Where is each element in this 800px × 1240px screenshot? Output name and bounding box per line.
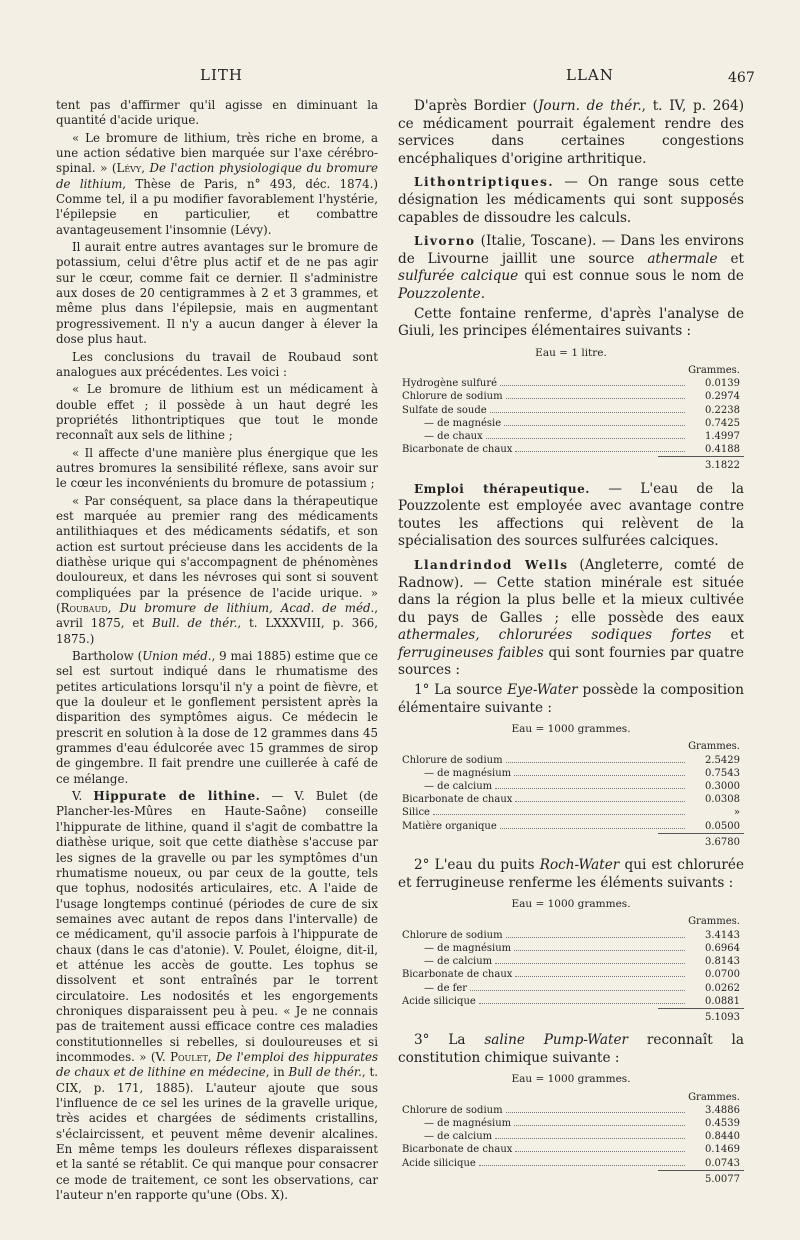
leader-dots (495, 1138, 685, 1139)
header-right-word: LLAN (566, 66, 614, 84)
section-heading: Hippurate de lithine. (93, 789, 261, 804)
page-number: 467 (728, 70, 755, 86)
paragraph (56, 789, 378, 1203)
row-label: Bicarbonate de chaux (402, 794, 513, 806)
row-value: 0.1469 (705, 1144, 740, 1156)
leader-dots (515, 801, 685, 802)
row-label: Silice (402, 807, 430, 819)
row-value: 0.2238 (705, 404, 740, 416)
text: — V. Bulet (de Plancher-les-Mûres en Haute-Saône) conseille l'hippurate de lithine, quand il s'agit de combattre la diathèse urique, soit que cette diathèse s'accuse par les signes de la gravelle ou par les symptômes d'un rhumatisme noueux, ou par ceux de la goutte, tels que tophus, nodosités articulaires, etc. A l'aide de l'usage longtemps continué (périodes de cure de six semaines avec autant de repos dans l'intervalle) de ce médicament, qu'il associe parfois à l'hippurate de chaux (dans le cas d'atonie). V. Poulet, éloigne, dit-il, et atténue les accès de goutte. Les tophus se dissolvent et sont entraînés par le torrent circulatoire. Les nodosités et les engorgements chroniques disparaissent peu à peu. « Je ne connais pas de traitement aussi efficace contre ces maladies constitutionnelles si rebelles, si douloureuses et si incommodes. » (V. (56, 789, 378, 1064)
emphasis: athermales, chlorurées sodiques fortes (398, 627, 712, 644)
paragraph (56, 131, 378, 238)
table-total: 5.0077 (658, 1170, 744, 1186)
paragraph (398, 557, 744, 680)
emphasis: ferrugineuses faibles (398, 644, 544, 661)
text: 2° L'eau du puits (414, 857, 540, 874)
section-number: V. (72, 789, 94, 804)
row-value: 3.4143 (705, 929, 740, 941)
leader-dots (514, 775, 685, 776)
table-row (402, 793, 740, 806)
paragraph (56, 240, 378, 347)
text: « Le bromure de lithium est un médicament à double effet ; il possède à un haut degré les propriétés lithontriptiques que tout le monde reconnaît aux sels de lithine ; (56, 382, 378, 443)
table-title: Eau = 1000 grammes. (511, 898, 631, 911)
table-row (402, 1143, 740, 1156)
leader-dots (506, 762, 685, 763)
paragraph (398, 174, 744, 227)
table-row (402, 430, 740, 443)
row-label: Acide silicique (402, 995, 476, 1007)
text: , 9 mai 1885) estime que ce sel est surtout indiqué dans le rhumatisme des petites articulations lorsqu'il n'y a point de fièvre, et que la douleur et le gonflement persistent après la disparition des symptômes aigus. Ce médecin le prescrit en solution à la dose de 12 grammes dans 45 grammes d'eau édulcorée avec 15 grammes de sirop de gingembre. Il fait prendre une cuillerée à café de ce mélange. (56, 649, 379, 786)
paragraph (398, 98, 744, 168)
row-label: Bicarbonate de chaux (402, 1144, 513, 1156)
row-label: — de fer (424, 982, 468, 994)
row-value: 0.2974 (705, 391, 740, 403)
text: possède la composition élémentaire suivante : (398, 682, 744, 716)
table-title: Eau = 1000 grammes. (511, 1073, 631, 1086)
table-title: Eau = 1 litre. (535, 346, 607, 359)
row-label: Matière organique (402, 820, 497, 832)
citation-title: Bull. de thér. (152, 616, 238, 631)
table-unit: Grammes. (688, 916, 740, 928)
table-row (402, 443, 740, 456)
text: Cette fontaine renferme, d'après l'analyse de Giuli, les principes élémentaires suivants : (398, 305, 744, 340)
emphasis: Roch-Water (539, 857, 620, 874)
paragraph (56, 98, 378, 129)
table-row (402, 1130, 740, 1143)
leader-dots (506, 398, 685, 399)
table-row (402, 754, 740, 767)
text: , t. IV, p. 264) ce médicament pourrait également rendre des services dans certaines congestions encéphaliques d'origine arthritique. (398, 98, 745, 167)
paragraph (398, 233, 744, 303)
table-row (402, 982, 740, 995)
row-label: — de magnésium (424, 767, 512, 779)
row-value: 0.0700 (705, 969, 740, 981)
row-label: Hydrogène sulfuré (402, 378, 498, 390)
paragraph (398, 682, 744, 717)
text: , in (265, 1065, 289, 1080)
leader-dots (515, 976, 685, 977)
leader-dots (495, 788, 685, 789)
right-column (398, 98, 744, 1194)
text: Les conclusions du travail de Roubaud sont analogues aux précédentes. Les voici : (56, 349, 378, 379)
table-row (402, 377, 740, 390)
table-row (402, 929, 740, 942)
citation-title: Bull de thér. (288, 1065, 362, 1080)
leader-dots (433, 814, 685, 815)
row-value: 1.4997 (705, 430, 740, 442)
row-value: 0.0139 (705, 378, 740, 390)
table-total: 3.1822 (658, 456, 744, 472)
leader-dots (490, 412, 685, 413)
row-label: — de magnésie (424, 417, 502, 429)
paragraph (398, 306, 744, 341)
row-label: — de calcium (424, 1131, 493, 1143)
table-body (402, 377, 740, 456)
text: D'après Bordier ( (414, 98, 538, 114)
row-value: 0.3000 (705, 781, 740, 793)
row-value: 0.7425 (705, 417, 740, 429)
leader-dots (479, 1165, 685, 1166)
leader-dots (515, 451, 685, 452)
text: — On range sous cette désignation les médicaments qui sont supposés capables de dissoudre les calculs. (398, 174, 744, 226)
author-name: Roubaud (60, 601, 108, 615)
leader-dots (504, 425, 685, 426)
text: , (207, 1049, 216, 1064)
text: , (141, 161, 150, 176)
leader-dots (495, 963, 685, 964)
text: (Angleterre, comté de Radnow). — Cette station minérale est située dans la région la plus belle et la mieux cultivée du pays de Galles ; elle possède des eaux (398, 556, 744, 626)
text: qui est chlorurée et ferrugineuse renferme les éléments suivants : (398, 857, 744, 891)
text: et (717, 250, 744, 267)
entry-heading: Llandrindod Wells (414, 557, 569, 572)
table-body (402, 929, 740, 1008)
text: (Italie, Toscane). — Dans les environs de Livourne jaillit une source (398, 233, 744, 267)
citation-title: De l'emploi des hippurates de chaux et de lithine en médecine (56, 1049, 379, 1080)
table-unit: Grammes. (688, 364, 740, 376)
emphasis: Pouzzolente (398, 285, 481, 302)
row-label: — de magnésium (424, 942, 512, 954)
paragraph (56, 446, 378, 492)
table-row (402, 404, 740, 417)
analysis-table-eye-water (398, 723, 744, 849)
table-total: 5.1093 (658, 1008, 744, 1024)
table-row (402, 1157, 740, 1170)
row-label: Chlorure de sodium (402, 754, 503, 766)
table-body (402, 1104, 740, 1170)
left-column (56, 98, 378, 1205)
citation-title: Union méd. (142, 649, 212, 664)
citation-title: De l'action physiologique du bromure de lithium (56, 161, 379, 191)
row-value: 0.0743 (705, 1157, 740, 1169)
row-value: 0.6964 (705, 942, 740, 954)
table-body (402, 754, 740, 833)
analysis-table-pump-water (398, 1073, 744, 1186)
table-title: Eau = 1000 grammes. (511, 723, 631, 736)
citation-title: Du bromure de lithium, Acad. de méd. (119, 601, 375, 615)
table-row (402, 806, 740, 819)
entry-subheading: Emploi thérapeutique. (414, 481, 590, 496)
text: et (711, 627, 744, 644)
table-row (402, 820, 740, 833)
text: . (480, 285, 486, 302)
row-value: » (733, 807, 740, 819)
text: « Le bromure de lithium, très riche en brome, a une action sédative bien marquée sur l'axe cérébro-spinal. » ( (56, 130, 378, 176)
paragraph (56, 494, 378, 647)
row-value: 0.4539 (705, 1117, 740, 1129)
running-header (0, 66, 800, 92)
analysis-table-roch-water (398, 898, 744, 1024)
text: « Il affecte d'une manière plus énergique que les autres bromures la sensibilité réflexe, sans avoir sur le cœur les inconvénients du bromure de potassium ; (56, 445, 378, 491)
author-name: Poulet (170, 1049, 208, 1064)
row-label: Chlorure de sodium (402, 1104, 503, 1116)
paragraph (56, 350, 378, 381)
table-row (402, 1104, 740, 1117)
table-unit: Grammes. (688, 741, 740, 753)
table-row (402, 780, 740, 793)
table-row (402, 968, 740, 981)
paragraph (398, 481, 744, 551)
table-row (402, 995, 740, 1008)
row-value: 0.7543 (705, 767, 740, 779)
leader-dots (506, 937, 685, 938)
table-unit: Grammes. (688, 1091, 740, 1103)
row-value: 0.4188 (705, 444, 740, 456)
text: , avril 1875, et (56, 601, 378, 631)
row-label: — de magnésium (424, 1117, 512, 1129)
text: , (107, 601, 120, 615)
row-label: — de calcium (424, 781, 493, 793)
text: qui est connue sous le nom de (518, 268, 744, 285)
text: tent pas d'affirmer qu'il agisse en diminuant la quantité d'acide urique. (56, 98, 378, 128)
row-label: Bicarbonate de chaux (402, 444, 513, 456)
row-value: 0.8440 (705, 1131, 740, 1143)
row-label: Chlorure de sodium (402, 391, 503, 403)
table-row (402, 390, 740, 403)
table-row (402, 942, 740, 955)
text: , Thèse de Paris, n° 493, déc. 1874.) Comme tel, il a pu modifier favorablement l'hystérie, l'épilepsie en particulier, et combattre avantageusement l'insomnie (Lévy). (56, 176, 378, 237)
leader-dots (479, 1003, 685, 1004)
row-label: Bicarbonate de chaux (402, 969, 513, 981)
text: Bartholow ( (72, 649, 143, 664)
leader-dots (486, 438, 685, 439)
row-value: 3.4886 (705, 1104, 740, 1116)
text: Il aurait entre autres avantages sur le bromure de potassium, celui d'être plus actif et de ne pas agir sur le cœur, comme fait ce dernier. Il s'administre aux doses de 20 centigrammes à 2 et 3 grammes, et même plus dans l'épilepsie, mais en augmentant progressivement. Il n'y a aucun danger à élever la dose plus haut. (56, 240, 378, 347)
emphasis: saline Pump-Water (484, 1032, 629, 1049)
row-label: — de chaux (424, 430, 483, 442)
text: 1° La source (414, 682, 508, 699)
row-label: Acide silicique (402, 1157, 476, 1169)
row-label: Sulfate de soude (402, 404, 487, 416)
text: « Par conséquent, sa place dans la thérapeutique est marquée au premier rang des médicaments antilithiaques et des médicaments sédatifs, et son action est surtout précieuse dans les accidents de la diathèse urique qui s'accompagnent de phénomènes douloureux, et dans les névroses qui sont si souvent compliquées par la présence de l'acide urique. » ( (56, 493, 378, 615)
text: , t. LXXXVIII, p. 366, 1875.) (56, 616, 378, 646)
text: qui sont fournies par quatre sources : (398, 644, 744, 679)
table-row (402, 955, 740, 968)
leader-dots (500, 385, 685, 386)
analysis-table-pouzzolente (398, 347, 744, 473)
leader-dots (470, 990, 685, 991)
leader-dots (514, 1125, 685, 1126)
leader-dots (506, 1112, 685, 1113)
emphasis: Eye-Water (507, 682, 578, 699)
table-row (402, 417, 740, 430)
emphasis: athermale (647, 250, 718, 267)
row-value: 2.5429 (705, 754, 740, 766)
table-total: 3.6780 (658, 833, 744, 849)
table-row (402, 1117, 740, 1130)
row-value: 0.0308 (705, 794, 740, 806)
emphasis: sulfurée calcique (398, 268, 519, 285)
entry-heading: Lithontriptiques. (414, 175, 555, 190)
entry-heading: Livorno (414, 234, 476, 249)
leader-dots (515, 1151, 685, 1152)
paragraph (56, 649, 378, 787)
text: 3° La (414, 1032, 485, 1049)
citation-title: Journ. de thér. (537, 98, 642, 114)
text: — L'eau de la Pouzzolente est employée avec avantage contre toutes les affections qui relèvent de la spécialisation des sources sulfurées calciques. (398, 480, 745, 550)
row-label: — de calcium (424, 956, 493, 968)
row-value: 0.0262 (705, 982, 740, 994)
row-label: Chlorure de sodium (402, 929, 503, 941)
paragraph (56, 382, 378, 443)
header-left-word: LITH (200, 66, 243, 84)
row-value: 0.8143 (705, 956, 740, 968)
author-name: Lévy (116, 161, 142, 176)
row-value: 0.0881 (705, 995, 740, 1007)
table-row (402, 767, 740, 780)
leader-dots (500, 828, 685, 829)
paragraph (398, 857, 744, 892)
text: , t. CIX, p. 171, 1885). L'auteur ajoute que sous l'influence de ce sel les urines de la gravelle urique, très acides et chargées de sédiments cristallins, s'éclaircissent, et peuvent même devenir alcalines. En même temps les douleurs réflexes disparaissent et la santé se rétablit. Ce qui manque pour consacrer ce mode de traitement, ce sont les observations, car l'auteur n'en rapporte qu'une (Obs. X). (56, 1065, 378, 1203)
paragraph (398, 1032, 744, 1067)
leader-dots (514, 950, 685, 951)
row-value: 0.0500 (705, 820, 740, 832)
text: reconnaît la constitution chimique suivante : (398, 1032, 744, 1066)
